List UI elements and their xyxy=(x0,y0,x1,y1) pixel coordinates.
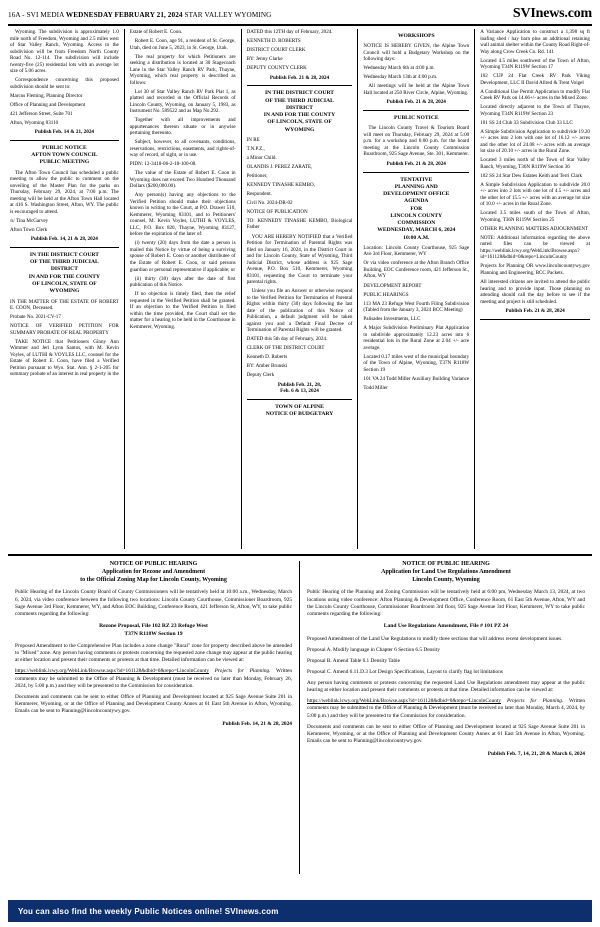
notice-paragraph: Located 0.17 miles west of the municipal boundary of the Town of Alpine, Wyoming, T37N R118W Section 19 xyxy=(363,353,470,373)
notice-paragraph: Afton, Wyoming 83110 xyxy=(10,119,59,126)
publish-date: Publish Feb. 14, 21 & 28, 2024 xyxy=(30,236,98,243)
landuse-proposal-b: Proposal B. Amend Table 6.1 Density Table xyxy=(307,657,400,664)
column-3 xyxy=(242,29,359,549)
notice-paragraph: Petitioner, xyxy=(246,172,268,179)
publish-date: Publish Feb. 21, 28, Feb. 6 & 13, 2024 xyxy=(277,381,322,395)
notice-paragraph: Together with all improvements and appurtenances thereon situate or in anywise pertaining thereunto. xyxy=(129,117,236,137)
notice-paragraph: KENNEDY TINASHE KEMBO, xyxy=(246,181,315,188)
rezone-body-3: Documents and comments can be sent to either Office of Planning and Development located at 925 Sage Avenue Suite 201 in Kemmerer, Wyoming, or at the Office of Planning and Development County Annex at 61 East 5th Avenue in Afton, Wyoming. Emails can be sent to Planning@lincolncountywy.gov. xyxy=(15,693,292,715)
notice-paragraph: Afton Town Clerk xyxy=(10,226,48,233)
notice-heading: WORKSHOPS xyxy=(397,33,435,39)
notice-paragraph: IN THE MATTER OF THE ESTATE OF ROBERT E. COON, Deceased. xyxy=(10,298,119,312)
rezone-weblink[interactable]: https://weblink.lcwy.org/WebLink/Browse.aspx?id=161128&dbid=0&repo=LincolnCounty xyxy=(15,668,210,675)
notice-paragraph: Wednesday March 13th at 4:00 p.m. xyxy=(363,74,438,81)
notice-paragraph: Probate No. 2021-CV-17 xyxy=(10,314,61,321)
notice-paragraph: If no objection is timely filed, then the relief requested in the Verified Petition shall be granted. If an objection to the Verified Petition is filed within the time provided, the Court shall set the matter for a hearing to be held in the Courthouse in Kemmerer, Wyoming. xyxy=(129,291,236,330)
notice-paragraph: Located 3 miles north of the Town of Star Valley Ranch, Wyoming, T36N R119W Section 36 xyxy=(480,157,590,170)
column-1 xyxy=(8,29,125,549)
online-notices-banner[interactable] xyxy=(8,900,592,922)
rezone-body-2: Written comments may be submitted to the Office of Planning & Development (must be received no later than Monday, February 26, 2024, by 5:00 p.m.) and they will be presented to the Commission for consideration. xyxy=(15,668,293,689)
notice-paragraph: OLANDIS J. PEREZ ZARATE, xyxy=(246,163,313,170)
notice-paragraph: A Major Subdivision Preliminary Plat Application to subdivide approximately 12.23 acres into 6 residential lots in the Rural Zone at 2.04 +/- acre average. xyxy=(363,325,470,351)
notice-paragraph: Location: Lincoln County Courthouse, 925 Sage Ave 3rd Floor, Kemmerer, WY xyxy=(363,244,470,258)
notice-heading: IN THE DISTRICT COURT OF THE THIRD JUDICIAL DISTRICT IN AND FOR THE COUNTY OF LINCOLN, STATE OF WYOMING xyxy=(263,90,336,133)
masthead-left xyxy=(8,11,271,19)
notice-paragraph: 101 VA 24 Todd Miller Auxiliary Building Variance xyxy=(363,375,470,382)
column-2 xyxy=(125,29,242,549)
notice-divider xyxy=(10,247,119,248)
notice-paragraph: 102 SS 24 Star Dew Estates Keith and Terri Clark xyxy=(480,172,583,179)
notice-paragraph: A Variance Application to construct a 1,398 sq ft loafing shed / hay barn plus an additional retaining wall animal shelter within the County Road Right-of-Way along Crow Creek Co. Rd. 141 xyxy=(480,29,590,55)
landuse-proposal-a: Proposal A. Modify language in Chapter 6 Section 6.5 Density xyxy=(307,646,440,653)
notice-paragraph: a Minor Child. xyxy=(246,154,277,161)
notice-paragraph: (i) twenty (20) days from the date a person is mailed this Notice by virtue of being a surviving spouse of Robert E. Coon or another distributee of the Estate of Robert E. Coon, or said persons guardian or personal representative if applicable; or xyxy=(129,240,236,273)
notice-paragraph: Todd Miller xyxy=(363,384,388,391)
publish-date: Publish Feb. 21 & 28, 2024 xyxy=(386,99,446,106)
masthead-locale: STAR VALLEY WYOMING xyxy=(184,11,272,19)
notice-paragraph: PUBLIC HEARINGS xyxy=(363,291,409,298)
notice-paragraph: Robert E. Coon, age 91, a resident of St. George, Utah, died on June 5, 2023, in St. George, Utah. xyxy=(129,38,236,51)
notice-heading: PUBLIC NOTICE xyxy=(393,115,439,122)
notice-paragraph: Wednesday March 6th at 4:00 p.m. xyxy=(363,65,435,72)
landuse-weblink[interactable]: https://weblink.lcwy.org/WebLink/Browse.aspx?id=161128&dbid=0&repo=LincolnCounty xyxy=(307,698,502,705)
notice-paragraph: DISTRICT COURT CLERK xyxy=(246,47,306,54)
column-4 xyxy=(358,29,475,549)
notice-paragraph: Subject, however, to all covenants, conditions, reservations, restrictions, easements, and rights-of-way of record, of sight, or in use. xyxy=(129,139,236,159)
notice-paragraph: 102 CUP 24 Flat Creek RV Park Viking Development, LLC II David Allred & Trent Voigel xyxy=(480,73,590,86)
notice-paragraph: Lot 30 of Star Valley Ranch RV Park Plat 1, as platted and recorded in the Official Records of Lincoln County, Wyoming, on January 5, 1983, as Instrument No. 589522 and as Map No.292. xyxy=(129,88,236,115)
notice-paragraph: YOU ARE HEREBY NOTIFIED that a Verified Petition for Termination of Parental Rights was filed on January 16, 2024, in the District Court in and for Lincoln County, State of Wyoming, Third Judicial District, whose address is 925 Sage Avenue, P.O. Box 510, Kemmerer, Wyoming 83101, requesting the Court to terminate your parental rights. xyxy=(246,233,353,286)
landuse-body-3: Written comments may be submitted to the Office of Planning & Development (must be received no later than Monday, March 4, 2024, by 5:00 p.m.) and they will be presented to the Commission for consideration. xyxy=(307,698,586,719)
notice-paragraph: NOTICE OF PUBLICATION xyxy=(246,208,308,215)
landuse-body-2: Any person having comments or protests concerning the requested Land Use Regulations amendment may appear at the public hearing at either location and present their comments or protests at that time. Detailed information can be viewed at: xyxy=(307,680,585,694)
notice-paragraph: All meetings will be held at the Alpine Town Hall located at 250 River Circle, Alpine, Wyoming. xyxy=(363,83,470,96)
notice-paragraph: The real property for which Petitioners are seeking a distribution is located at 30 Stagecoach Lane in the Star Valley Ranch RV Park, Thayne, Wyoming, which real property is described as follows: xyxy=(129,53,236,86)
notice-paragraph: DATED this 5th day of February, 2024. xyxy=(246,336,328,343)
notice-paragraph: CLERK OF THE DISTRICT COURT xyxy=(246,345,325,352)
column-5 xyxy=(475,29,592,549)
notice-divider xyxy=(10,140,119,141)
notice-paragraph: NOTE: Additional information regarding the above noted files can be viewed at https://weblink.lcwy.org/WebLink/Browse.aspx?id=161128&dbid=0&repo=LincolnCounty xyxy=(480,234,590,261)
notice-paragraph: Estate of Robert E. Coon. xyxy=(129,29,183,35)
notice-paragraph: Palisades Investments, LLC xyxy=(363,316,421,323)
notice-paragraph: Located 4.5 miles southwest of the Town of Afton, Wyoming T34N R119W Section 17 xyxy=(480,57,590,71)
notice-divider xyxy=(247,85,353,86)
notice-paragraph: 113 MA 23 Refuge West Fourth Filing Subdivision (Tabled from the January 3, 2024 BCC Meeting) xyxy=(363,300,470,314)
publish-date: Publish Feb. 21 & 28, 2024 xyxy=(269,74,330,81)
notice-paragraph: DEVELOPMENT REPORT xyxy=(363,282,422,289)
notice-paragraph: The value of the Estate of Robert E. Coon in Wyoming does not exceed Two Hundred Thousand Dollars ($200,000.00). xyxy=(129,170,236,190)
notice-paragraph: A Simple Subdivision Application to subdivide 19.20 +/- acres into 2 lots with one lot of 16.12 +/- acres and the other lot of 24.08 +/- acres with an average lot size of 20.10 +/- acres in the Rural Zone. xyxy=(480,128,590,155)
notice-paragraph: A Simple Subdivision Application to subdivide 20.0 +/- acres into 2 lots with one lot of 4.5 +/- acres and the other lot of 15.5 +/- acres with an average lot size of 10.0 +/- acres in the Rural Zone. xyxy=(480,181,590,208)
online-notices-banner-text: You can also find the weekly Public Notices online! SVInews.com xyxy=(18,906,279,916)
rezone-case-title: Rezone Proposal, File 102 RZ 23 Refuge West T37N R118W Section 19 xyxy=(99,622,208,637)
notice-paragraph: Civil No. 2024-DR-02 xyxy=(246,199,293,206)
landuse-link-suffix: Projects for Planning. xyxy=(506,698,564,705)
notice-paragraph: All interested citizens are invited to attend the public hearing and to provide input. Those planning on attending should call the day before to see if the meeting and project is still scheduled. xyxy=(480,279,590,305)
rezone-link-paragraph xyxy=(15,668,292,689)
page-label: 16A - SVI MEDIA xyxy=(8,11,65,19)
notice-divider xyxy=(480,319,590,320)
landuse-body-1: Proposed Amendment of the Land Use Regulations to modify three sections that will address recent development issues. xyxy=(307,635,563,642)
notice-paragraph: The Lincoln County Travel & Tourism Board will meet on Thursday, February 29, 2024 at 5:00 p.m. for a workshop and 6:00 p.m. for the board meeting at the Lincoln County Commission Boardroom, 925 Sage Avenue, Ste. 301, Kemmerer. xyxy=(363,125,470,158)
notice-land-use-amendment xyxy=(300,561,592,874)
rezone-notice-title: NOTICE OF PUBLIC HEARING Application for Rezone and Amendment to the Official Zoning Map for Lincoln County, Wyoming xyxy=(80,561,227,583)
notice-paragraph: Wyoming. The subdivision is approximately 1.0 mile north of Freedom, Wyoming and 2.5 miles west of Star Valley Ranch, Wyoming. Access to the subdivision will be from Freedom North County Road No. 12-114. The subdivision will include twenty-five (25) residential lots with an average lot size of 5.06 acres. xyxy=(10,29,119,75)
notice-paragraph: T.N.P.Z., xyxy=(246,145,265,152)
rezone-link-suffix: Projects for Planning. xyxy=(214,668,271,675)
notice-paragraph: Marcus Fleming, Planning Director xyxy=(10,92,83,99)
notice-divider xyxy=(247,399,353,400)
notice-paragraph: Office of Planning and Development xyxy=(10,101,86,108)
rezone-body-1: Proposed Amendment to the Comprehensive Plan includes a zone change "Rural" zone for property described above be amended to "Mixed" zone. Any person having comments or protests concerning the requested zone change may appear at the public hearing at either location and present their comments or protests at that time. Detailed information can be viewed at: xyxy=(15,643,292,664)
notice-paragraph: Any person(s) having any objections to the Verified Petition should make their objections known in writing to the Court, at P.O. Drawer 510, Kemmerer, Wyoming 83101, and to Petitioners' counsel, M. Kevin Voyles, LUTHI & VOYLES, LLC, P.O. Box 820, Thayne, Wyoming 83127, before the expiration of the later of: xyxy=(129,192,236,238)
notice-paragraph: OTHER PLANNING MATTERS ADJOURNMENT xyxy=(480,225,589,232)
notice-heading: IN THE DISTRICT COURT OF THE THIRD JUDICIAL DISTRICT IN AND FOR THE COUNTY OF LINCOLN, STATE OF WYOMING xyxy=(28,251,101,295)
notice-paragraph: DATED this 12TH day of February, 2024. xyxy=(246,29,333,35)
notice-divider xyxy=(363,172,469,173)
landuse-body-4: Documents and comments can be sent to either Office of Planning and Development located at 925 Sage Avenue Suite 201 in Kemmerer, Wyoming, or at the Office of Planning and Development County Annex at 61 East 5th Avenue in Afton, Wyoming. Emails can be sent to Planning@lincolncountywy.gov. xyxy=(307,723,585,745)
notice-paragraph: 101 SS 24 Club 33 Subdivision Club 33 LLC xyxy=(480,119,573,126)
notice-paragraph: DEPUTY COUNTY CLERK xyxy=(246,65,307,72)
landuse-notice-intro: Public Hearing of the Planning and Zoning Commission will be tentatively held at 6:00 pm, Wednesday March 13, 2024, at two locations using video conference: Afton Planning & Development Office, Conference Room, 61 East 5th Avenue, Afton, WY and the Lincoln County Courthouse, Commissioner Boardroom 3rd floor, 925 Sage Avenue 3rd Floor, Kemmerer, WY to take public comments regarding the following: xyxy=(307,589,585,617)
notice-heading: PUBLIC NOTICE AFTON TOWN COUNCIL PUBLIC MEETING xyxy=(31,144,98,166)
rezone-notice-intro: Public Hearing of the Lincoln County Board of County Commissioners will be tentatively held at 10:00 a.m., Wednesday, March 6, 2024, via video conference between the following two locations: Lincoln County Courthouse, Commissioner Boardroom, 925 Sage Avenue 3rd Floor, Kemmerer, WY, and Afton EOC Building, Conference Room, 421 Jefferson St, Afton, WY, to take public comments regarding the following: xyxy=(15,589,292,617)
publish-date: Publish Feb. 21 & 28, 2024 xyxy=(386,160,446,167)
masthead-date: WEDNESDAY FEBRUARY 21, 2024 xyxy=(65,11,183,19)
notice-paragraph: The Afton Town Council has scheduled a public meeting to allow the public to comment on the unveiling of the Master Plan for the parks on Thursday, February 29, 2024, at 7:00 p.m. The meeting will be held at the Afton Town Hall located at 416 S. Washington Street, Afton, WY. The public is encouraged to attend. xyxy=(10,169,119,215)
notice-paragraph: Unless you file an Answer or otherwise respond to the Verified Petition for Termination of Parental Rights within thirty (30) days following the last date of the publication of this Notice of Publication, a default judgment will be taken against you and a Default Final Decree of Termination of Parental Rights will be granted. xyxy=(246,288,353,334)
notice-paragraph: Located 3.5 miles south of the Town of Afton, Wyoming, T36N R119W Section 25 xyxy=(480,210,590,223)
notice-paragraph: Correspondence concerning this proposed subdivision should be sent to: xyxy=(10,77,119,90)
notice-paragraph: Kenneth D. Roberts xyxy=(246,354,288,361)
notice-paragraph: Respondent. xyxy=(246,190,272,197)
notice-paragraph: TAKE NOTICE that Petitioners Ginny Ann Wimmer and Jeri Lynn Santos, with M. Kevin Voyles, of LUTHI & VOYLES LLC, counsel for the Estate of Robert E. Coon, have filed a Verified Petition pursuant to Wyo. Stat. Ann. § 2-1-205 for summary probate of an interest in real property in the xyxy=(10,338,119,378)
landuse-publish-date: Publish Feb. 7, 14, 21, 28 & March 6, 2024 xyxy=(487,751,585,758)
notice-paragraph: Projects for Planning OR www.lincolncountywy.gov Planning and Engineering, BCC Packets. xyxy=(480,263,590,276)
notice-paragraph: BY: Jenny Clarke xyxy=(246,56,283,63)
landuse-case-title: Land Use Regulations Amendment, File # 101 PZ 24 xyxy=(383,622,509,629)
bottom-notices xyxy=(8,554,592,874)
notice-paragraph: PIDN: 12-3418-06-2-18-100-08. xyxy=(129,161,197,168)
notice-paragraph: Located directly adjacent to the Town of Thayne, Wyoming T34N R119W Section 23 xyxy=(480,104,590,117)
notice-paragraph: (ii) thirty (30) days after the date of first publication of this Notice. xyxy=(129,275,236,289)
notice-rezone-amendment xyxy=(8,561,300,874)
site-name: SVInews.com xyxy=(512,6,592,21)
landuse-link-paragraph xyxy=(307,698,585,719)
rezone-publish-date: Publish Feb. 14, 21 & 28, 2024 xyxy=(222,721,292,728)
notice-paragraph: 421 Jefferson Street, Suite 701 xyxy=(10,110,73,117)
notice-heading: TENTATIVE PLANNING AND DEVELOPMENT OFFICE AGENDA FOR LINCOLN COUNTY COMMISSION WEDNESDAY, MARCH 6, 2024 10:00 A.M. xyxy=(377,176,456,241)
notice-paragraph: Deputy Clerk xyxy=(246,372,275,379)
notice-paragraph: NOTICE IS HEREBY GIVEN, the Alpine Town Council will hold a Budgetary Workshop on the following days: xyxy=(363,43,470,63)
notice-paragraph: TO: KENNEDY TINASHE KEMBO, Biological Father xyxy=(246,217,353,231)
notice-paragraph: IN RE xyxy=(246,136,260,143)
notice-paragraph: Or via video conference at the Afton Branch Office Building, EOC Conference room, 421 Jefferson St., Afton, WY xyxy=(363,260,470,280)
notice-paragraph: KENNETH D. ROBERTS xyxy=(246,38,301,45)
notice-heading: TOWN OF ALPINE NOTICE OF BUDGETARY xyxy=(265,404,334,418)
landuse-proposal-c: Proposal C. Amend 6.11.D.3 Lot Design Specifications, Layout to clarify flag lot limitations xyxy=(307,668,503,675)
publish-date: Publish Feb. 21 & 28, 2024 xyxy=(505,308,565,315)
notice-paragraph: NOTICE OF VERIFIED PETITION FOR SUMMARY PROBATE OF REAL PROPERTY xyxy=(10,323,119,336)
notice-divider xyxy=(363,110,469,111)
notice-paragraph: BY: Amber Brunski xyxy=(246,363,288,370)
masthead xyxy=(8,6,592,26)
notice-columns xyxy=(8,29,592,549)
notice-paragraph: A Conditional Use Permit Application to modify Flat Creek RV Park on 14.66+/- acres in the Mixed Zone. xyxy=(480,88,590,102)
publish-date: Publish Feb. 14 & 21, 2024 xyxy=(34,129,95,136)
landuse-notice-title: NOTICE OF PUBLIC HEARING Application for Land Use Regulations Amendment Lincoln County, Wyoming xyxy=(381,561,511,583)
notice-paragraph: /s/ Tina McGarvey xyxy=(10,217,49,224)
